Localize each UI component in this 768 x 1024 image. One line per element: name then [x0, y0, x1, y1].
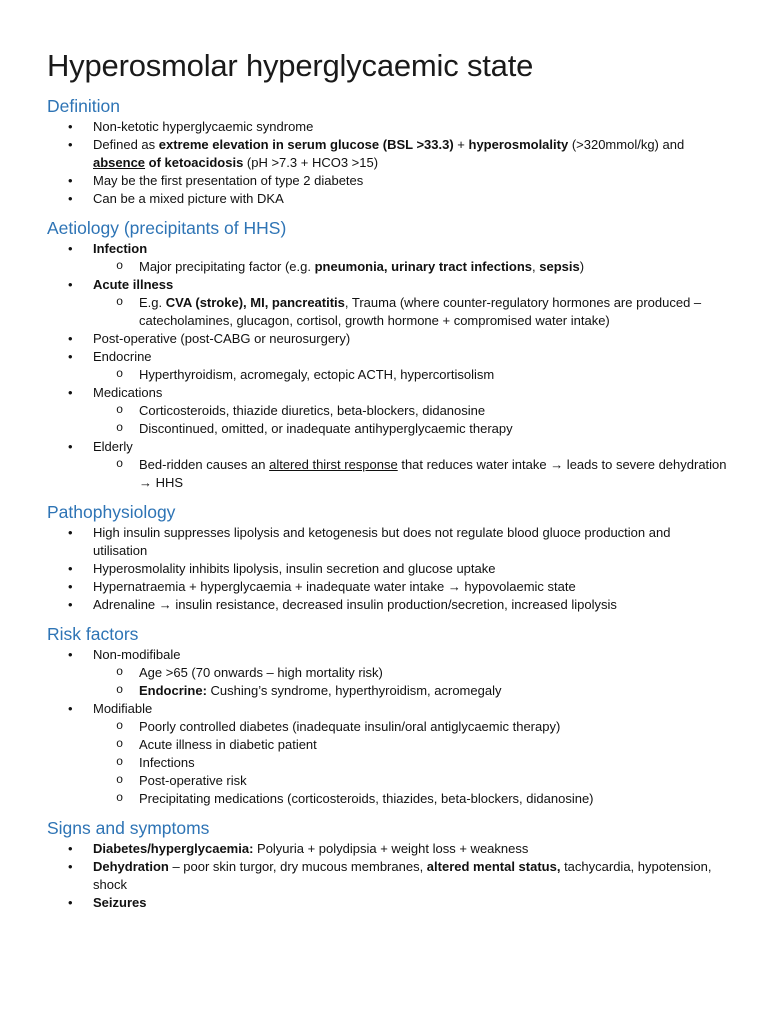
text-run: Non-modifibale	[93, 647, 181, 662]
bullet-list	[47, 118, 728, 208]
list-item	[47, 858, 728, 894]
text-run: Cushing’s syndrome, hyperthyroidism, acromegaly	[206, 683, 502, 698]
text-run: )	[579, 259, 585, 274]
text-run: +	[453, 137, 469, 152]
bullet-list	[47, 840, 728, 912]
text-run: Hyperthyroidism, acromegaly, ectopic ACTH, hypercortisolism	[139, 367, 495, 382]
text-run: Acute illness	[93, 277, 174, 292]
text-run: of ketoacidosis	[145, 155, 244, 170]
text-run: altered thirst response	[269, 457, 398, 472]
text-run: Age >65 (70 onwards – high mortality risk)	[139, 665, 383, 680]
sub-list	[93, 718, 728, 808]
sub-list-item	[93, 682, 728, 700]
sub-list-item	[93, 772, 728, 790]
text-run: Elderly	[93, 439, 133, 454]
text-run: (pH >7.3 + HCO3 >15)	[243, 155, 379, 170]
sub-list	[93, 366, 728, 384]
section-pathophysiology	[47, 500, 728, 614]
text-run: Polyuria + polydipsia + weight loss + weakness	[253, 841, 529, 856]
sub-list	[93, 664, 728, 700]
list-item	[47, 700, 728, 808]
sub-list-item	[93, 664, 728, 682]
text-run: May be the first presentation of type 2 diabetes	[93, 173, 364, 188]
text-run: ,	[532, 259, 540, 274]
list-item	[47, 438, 728, 492]
list-item	[47, 118, 728, 136]
text-run: , Trauma (where counter-regulatory hormones are produced – catecholamines, glucagon, cortisol, growth hormone + compromised water intake)	[139, 295, 702, 328]
text-run: CVA (stroke), MI, pancreatitis	[165, 295, 345, 310]
text-run: Dehydration	[93, 859, 169, 874]
section-heading: Definition	[47, 96, 120, 116]
text-run: – poor skin turgor, dry mucous membranes,	[168, 859, 427, 874]
text-run: tachycardia, hypotension, shock	[93, 859, 712, 892]
list-item	[47, 136, 728, 172]
text-run: High insulin suppresses lipolysis and ketogenesis but does not regulate blood gluoce production and utilisation	[93, 525, 671, 558]
list-item	[47, 646, 728, 700]
page-title: Hyperosmolar hyperglycaemic state	[47, 48, 534, 83]
sub-list-item	[93, 754, 728, 772]
list-item	[47, 190, 728, 208]
list-item	[47, 578, 728, 596]
list-item	[47, 276, 728, 330]
bullet-list	[47, 524, 728, 614]
text-run: E.g.	[139, 295, 166, 310]
section-signs-and-symptoms	[47, 816, 728, 912]
list-item	[47, 560, 728, 578]
sub-list	[93, 294, 728, 330]
text-run: Post-operative risk	[139, 773, 247, 788]
list-item	[47, 596, 728, 614]
text-run: Poorly controlled diabetes (inadequate insulin/oral antiglycaemic therapy)	[139, 719, 561, 734]
text-run: Discontinued, omitted, or inadequate antihyperglycaemic therapy	[139, 421, 513, 436]
list-item	[47, 172, 728, 190]
text-run: Endocrine:	[139, 683, 207, 698]
sub-list-item	[93, 420, 728, 438]
sub-list-item	[93, 366, 728, 384]
sub-list-item	[93, 456, 728, 492]
text-run: (>320mmol/kg) and	[568, 137, 685, 152]
sub-list-item	[93, 258, 728, 276]
list-item	[47, 348, 728, 384]
section-heading: Risk factors	[47, 624, 139, 644]
list-item	[47, 384, 728, 438]
section-aetiology-precipitants-of-hhs	[47, 216, 728, 492]
document-body	[47, 94, 728, 912]
text-run: Diabetes/hyperglycaemia:	[93, 841, 254, 856]
sub-list	[93, 402, 728, 438]
text-run: Modifiable	[93, 701, 153, 716]
text-run: Hyperosmolality inhibits lipolysis, insulin secretion and glucose uptake	[93, 561, 496, 576]
text-run: pneumonia, urinary tract infections	[314, 259, 533, 274]
text-run: Defined as	[93, 137, 159, 152]
bullet-list	[47, 646, 728, 808]
text-run: hyperosmolality	[468, 137, 569, 152]
text-run: Bed-ridden causes an	[139, 457, 270, 472]
text-run: Seizures	[93, 895, 147, 910]
text-run: Infections	[139, 755, 195, 770]
sub-list	[93, 258, 728, 276]
list-item	[47, 240, 728, 276]
text-run: sepsis	[539, 259, 580, 274]
section-risk-factors	[47, 622, 728, 808]
text-run: extreme elevation in serum glucose (BSL >33.3)	[158, 137, 454, 152]
list-item	[47, 524, 728, 560]
text-run: Can be a mixed picture with DKA	[93, 191, 284, 206]
text-run: Medications	[93, 385, 163, 400]
text-run: Post-operative (post-CABG or neurosurgery)	[93, 331, 351, 346]
text-run: Major precipitating factor (e.g.	[139, 259, 315, 274]
list-item	[47, 330, 728, 348]
text-run: Corticosteroids, thiazide diuretics, beta-blockers, didanosine	[139, 403, 486, 418]
sub-list-item	[93, 294, 728, 330]
text-run: Adrenaline → insulin resistance, decreased insulin production/secretion, increased lipolysis	[93, 597, 617, 612]
text-run: Infection	[93, 241, 148, 256]
list-item	[47, 894, 728, 912]
text-run: Non-ketotic hyperglycaemic syndrome	[93, 119, 314, 134]
text-run: Endocrine	[93, 349, 152, 364]
sub-list-item	[93, 718, 728, 736]
text-run: Precipitating medications (corticosteroids, thiazides, beta-blockers, didanosine)	[139, 791, 594, 806]
text-run: absence	[93, 155, 146, 170]
sub-list-item	[93, 790, 728, 808]
section-definition	[47, 94, 728, 208]
section-heading: Pathophysiology	[47, 502, 176, 522]
text-run: Acute illness in diabetic patient	[139, 737, 317, 752]
text-run: Hypernatraemia + hyperglycaemia + inadequate water intake → hypovolaemic state	[93, 579, 576, 594]
sub-list-item	[93, 402, 728, 420]
text-run: altered mental status,	[426, 859, 561, 874]
sub-list	[93, 456, 728, 492]
bullet-list	[47, 240, 728, 492]
section-heading: Signs and symptoms	[47, 818, 210, 838]
list-item	[47, 840, 728, 858]
sub-list-item	[93, 736, 728, 754]
section-heading: Aetiology (precipitants of HHS)	[47, 218, 287, 238]
text-run: that reduces water intake → leads to severe dehydration → HHS	[139, 457, 727, 490]
